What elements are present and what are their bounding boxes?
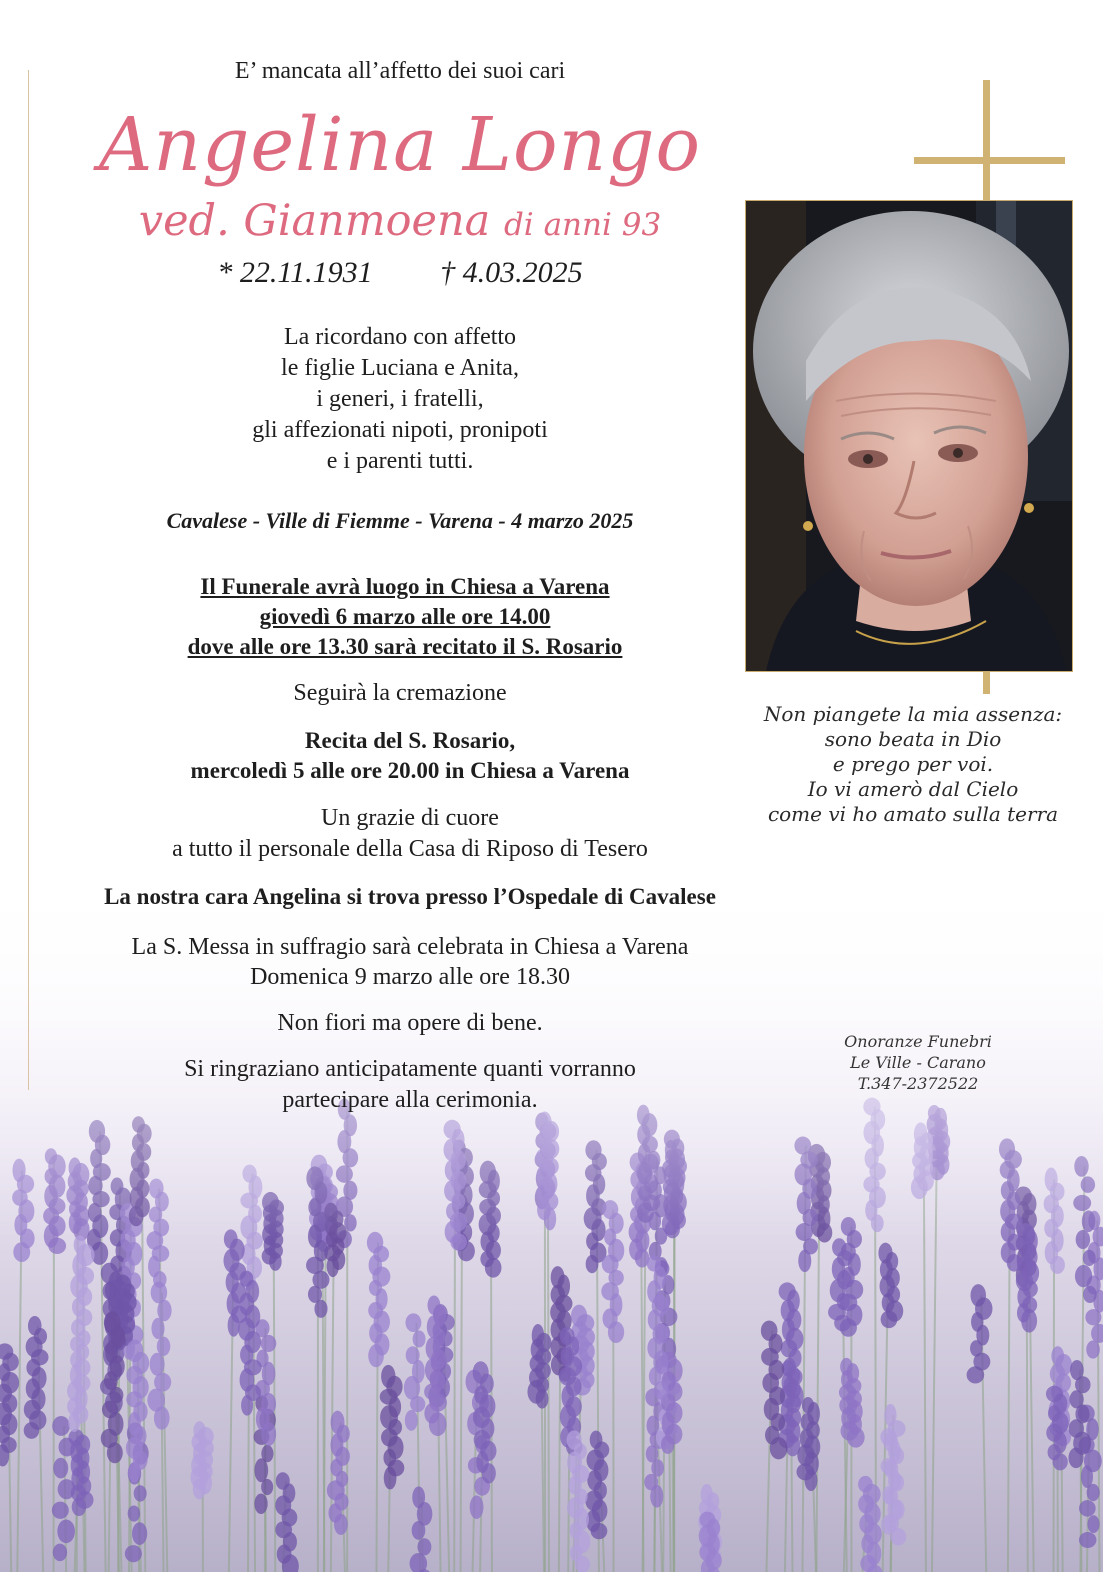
agency-phone: T.347-2372522 [857, 1074, 979, 1093]
portrait-photo [745, 200, 1073, 672]
memorial-poem [748, 702, 1078, 827]
rosary-line: Recita del S. Rosario, [304, 728, 516, 753]
widow-of: ved. Gianmoena [138, 196, 491, 246]
family-line: La ricordano con affetto [283, 324, 517, 350]
poem-line: Non piangete la mia assenza: [763, 702, 1063, 726]
cremation-note: Seguirà la cremazione [293, 680, 507, 706]
funeral-info [80, 572, 730, 662]
hospital-note: La nostra cara Angelina si trova presso l’Ospedale di Cavalese [104, 884, 716, 909]
family-announcement [130, 322, 670, 477]
family-line: le figlie Luciana e Anita, [281, 355, 519, 381]
funeral-line: dove alle ore 13.30 sarà recitato il S. Rosario [187, 634, 623, 659]
left-decorative-rule [28, 70, 29, 1090]
cross-icon-bar [914, 157, 1065, 164]
poem-line: e prego per voi. [832, 752, 994, 776]
poem-line: come vi ho amato sulla terra [767, 802, 1059, 826]
gratitude-note [90, 1054, 730, 1116]
mass-line: Domenica 9 marzo alle ore 18.30 [250, 964, 570, 990]
thanks-line: Un grazie di cuore [321, 805, 499, 831]
funeral-agency [818, 1031, 1018, 1094]
poem-line: Io vi amerò dal Cielo [807, 777, 1019, 801]
age: di anni 93 [503, 207, 662, 243]
no-flowers-note: Non fiori ma opere di bene. [277, 1010, 543, 1036]
widow-line [100, 196, 700, 246]
rosary-info [90, 726, 730, 786]
agency-name: Onoranze Funebri [844, 1032, 992, 1051]
thanks-note [70, 803, 750, 865]
life-dates [150, 256, 650, 290]
birth-date: * 22.11.1931 [217, 256, 373, 289]
rosary-line: mercoledì 5 alle ore 20.00 in Chiesa a Varena [190, 758, 630, 783]
mass-info [40, 932, 780, 992]
places-date: Cavalese - Ville di Fiemme - Varena - 4 marzo 2025 [166, 508, 634, 533]
thanks-line: a tutto il personale della Casa di Riposo di Tesero [172, 836, 648, 862]
funeral-line: giovedì 6 marzo alle ore 14.00 [259, 604, 551, 629]
agency-location: Le Ville - Carano [850, 1053, 986, 1072]
family-line: i generi, i fratelli, [316, 386, 484, 412]
poem-line: sono beata in Dio [824, 727, 1002, 751]
intro-line: E’ mancata all’affetto dei suoi cari [234, 58, 566, 84]
funeral-line: Il Funerale avrà luogo in Chiesa a Varena [200, 574, 610, 599]
deceased-name: Angelina Longo [98, 102, 702, 188]
mass-line: La S. Messa in suffragio sarà celebrata in Chiesa a Varena [131, 934, 689, 960]
family-line: gli affezionati nipoti, pronipoti [252, 417, 548, 443]
family-line: e i parenti tutti. [326, 448, 474, 474]
gratitude-line: partecipare alla cerimonia. [282, 1087, 538, 1113]
gratitude-line: Si ringraziano anticipatamente quanti vorranno [184, 1056, 636, 1082]
death-date: † 4.03.2025 [440, 256, 583, 289]
